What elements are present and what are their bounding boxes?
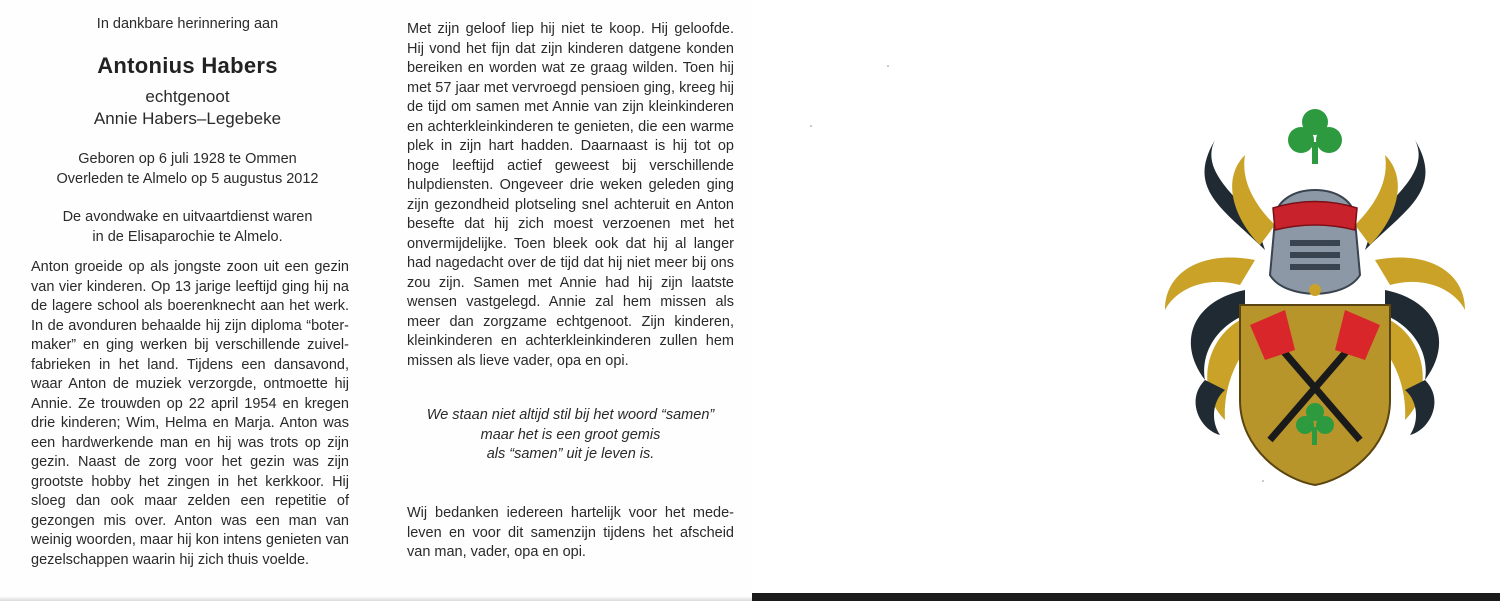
ceremony-line-2: in de Elisaparochie te Almelo. — [92, 228, 283, 245]
coat-of-arms-icon — [1145, 100, 1485, 500]
page-edge-dark — [752, 593, 1500, 601]
thanks-text: Wij bedanken iedereen hartelijk voor het medeleven en voor dit samenzijn tijdens het afscheid van man, vader, opa en opi. — [407, 505, 734, 560]
poem-line-1: We staan niet altijd stil bij het woord “samen” — [426, 407, 715, 423]
poem-line-3: als “samen” uit je leven is. — [486, 446, 655, 462]
birth-line: Geboren op 6 juli 1928 te Ommen — [78, 151, 297, 167]
shield-icon — [1240, 305, 1390, 485]
life-dates — [0, 150, 375, 189]
helmet-icon — [1270, 190, 1360, 296]
death-line: Overleden te Almelo op 5 augustus 2012 — [56, 170, 319, 187]
spouse-label: echtgenoot — [145, 87, 230, 106]
poem — [407, 406, 734, 465]
trefoil-crest-icon — [1288, 109, 1342, 164]
page-edge-shadow — [0, 596, 752, 601]
story-text: Met zijn geloof liep hij niet te koop. Hij geloofde. Hij vond het fijn dat zijn kinderen datgene konden bereiken en worden wat ze graag wilden. Toen hij met 57 jaar met vervroegd pensioen ging, kreeg hij de tijd om samen met Annie van zijn kleinkinderen en achterkleinkinderen te genieten, die een warme plek in zijn hart hadden. Daarnaast is hij tot op hoge leeftijd actief geweest bij verschillende hulpdiensten. Ongeveer drie weken geleden ging zijn gezondheid plotseling snel achteruit en Anton besefte dat hij zich moest verzoenen met het onvermijdelijke. Toen bleek ook dat hij al langer had nagedacht over de tijd dat hij niet meer bij ons zou zijn. Samen met Annie had hij zijn laatste wensen vastgelegd. Annie zal hem missen als meer dan zorgzame echtgenoot. Zijn kinderen, kleinkinderen en achterkleinkinderen zullen hem missen als lieve vader, opa en opi. — [407, 21, 734, 369]
spouse-name: Annie Habers–Legebeke — [93, 109, 282, 128]
deceased-name: Antonius Habers — [97, 53, 278, 78]
intro-text: In dankbare herinnering aan — [96, 16, 279, 32]
biography-text: Anton groeide op als jongste zoon uit een gezin van vier kinderen. Op 13 jarige leeftijd ging hij na de lagere school als boerenknecht aan het werk. In de avonduren behaalde hij zijn diploma “botermaker” en ging werken bij verschillende zuivelfabrieken in het land. Tijdens een dansavond, waar Anton de muziek verzorgde, ontmoette hij Annie. Ze trouwden op 22 april 1954 en kregen drie kinderen; Wim, Helma en Marja. Anton was een hardwerkende man en hij was trots op zijn gezin. Naast de zorg voor het gezin was zijn grootste hobby het zingen in het kerkkoor. Hij sloeg dan ook maar zelden een repetitie of gezongen mis over. Anton was een man van weinig woorden, maar hij kon intens genieten van gezelschappen waarin hij zich thuis voelde. — [31, 259, 349, 568]
ceremony-info — [0, 208, 375, 247]
card-left-panel — [0, 0, 375, 601]
poem-line-2: maar het is een groot gemis — [480, 426, 661, 443]
ceremony-line-1: De avondwake en uitvaartdienst waren — [62, 209, 313, 225]
